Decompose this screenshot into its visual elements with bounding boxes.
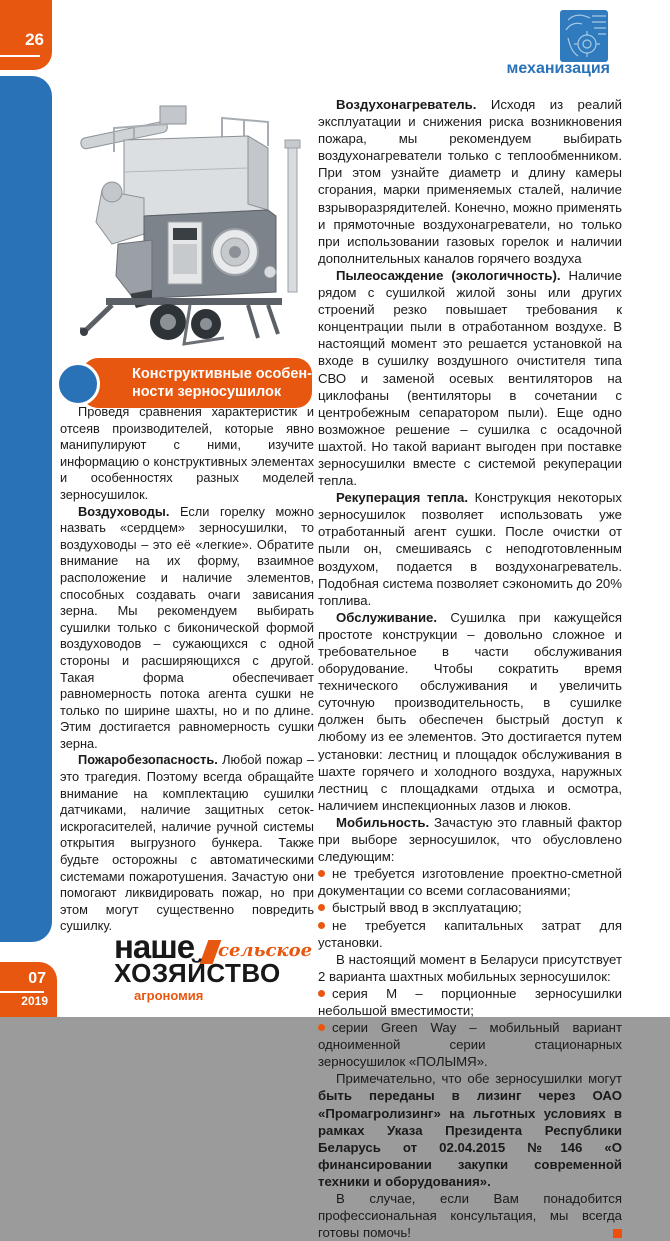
- right-column: [318, 96, 622, 1241]
- paragraph-bold-tail: быть переданы в лизинг через ОАО «Промагролизинг» на льготных условиях в рамках Указа Президента Республики Беларусь от 02.04.2015 №146 «О финансировании закупки современной техники и оборудования».: [318, 1088, 622, 1189]
- list-item: [318, 917, 622, 951]
- paragraph-text: Примечательно, что обе зерносушилки могут: [336, 1071, 622, 1087]
- paragraph-vozduhovody: [60, 504, 314, 753]
- issue-underline: [0, 991, 44, 993]
- paragraph-intro: [60, 404, 314, 504]
- paragraph-lead: Рекуперация тепла.: [336, 490, 469, 506]
- article-heading-badge: [56, 358, 312, 408]
- logo-word-hozyaystvo: ХОЗЯЙСТВО: [114, 958, 281, 988]
- paragraph-lead: Пылеосаждение (экологичность).: [336, 267, 561, 283]
- article-heading-line2: ности зерносушилок: [132, 383, 282, 400]
- issue-month: 07: [28, 970, 46, 987]
- bullet-icon: [318, 1024, 325, 1031]
- article-heading: [132, 366, 312, 401]
- paragraph-text: Конструкция некоторых зерносушилок позволяет использовать уже отработанный агент сушки. После очистки от пыли он, смешиваясь с неподготовленным воздухом, подается в воздухонагреватель. Подобная система позволяет сэкономить до 20% топлива.: [318, 490, 622, 608]
- paragraph-lead: Пожаробезопасность.: [78, 752, 218, 768]
- grain-dryer-photo: [72, 94, 315, 352]
- paragraph-text: В настоящий момент в Беларуси присутствует 2 варианта шахтных мобильных зерносушилок:: [318, 951, 622, 984]
- paragraph-text: Проведя сравнения характеристик и отсеяв производителей, которые явно манипулируют с ними, изучите информацию о конструктивных элементах и особенностях разных моделей зерносушилок.: [60, 404, 314, 502]
- list-item: [318, 985, 622, 1019]
- section-label: механизация: [506, 60, 610, 77]
- paragraph-lead: Воздухонагреватель.: [336, 97, 477, 112]
- page-number: 26: [25, 30, 44, 49]
- paragraph-text: Сушилка при кажущейся простоте конструкции – довольно сложное и требовательное в части обслуживания оборудование. Чтобы сократить время технического обслуживания и увеличить суточную производительность, в сушилке должен быть обеспечен быстрый доступ к любому из ее элементов. Это достигается путем установки: лестниц и площадок обслуживания в шахте горячего и холодного воздуха, наружных лестниц с площадками отдыха и осмотра, наличием инспекционных лазов и люков.: [318, 609, 622, 813]
- list-item-text: не требуется капитальных затрат для установки.: [318, 917, 622, 950]
- left-rail-bar: [0, 76, 52, 942]
- paragraph-lead: Обслуживание.: [336, 609, 438, 625]
- logo-word-agronomiya: агрономия: [134, 988, 204, 1003]
- paragraph-rekuperatsiya: [318, 489, 622, 609]
- bullet-icon: [318, 904, 325, 911]
- paragraph-obsluzhivanie: [318, 609, 622, 814]
- article-end-marker-icon: [613, 1229, 622, 1238]
- paragraph-text: Любой пожар – это трагедия. Поэтому всегда обращайте внимание на комплектацию сушилки датчиками, наличие защитных сеток-искрогасителей, наличие ручной системы открытия выгрузного бункера. Также будьте осторожны с автоматическими системами пожаротушения. Зачастую они помогают ликвидировать пожар, но при этом могут существенно повредить сушилку.: [60, 752, 314, 934]
- left-column: [60, 404, 314, 935]
- magazine-logo: [112, 928, 327, 1014]
- bullet-icon: [318, 870, 325, 877]
- badge-pill: [82, 358, 312, 408]
- paragraph-text: Исходя из реалий эксплуатации и снижения риска возникновения пожара, мы рекомендуем выбирать воздухонагреватели только с теплообменником. При этом узнайте диаметр и длину камеры сгорания, марки применяемых сталей, наличие взрыворазрядителей. Конечно, можно применять и прямоточные воздухонагреватели, но только при использовании газовых горелок и наличии дополнительных каналов горячего воздуха: [318, 97, 622, 266]
- issue-year: 2019: [21, 994, 48, 1008]
- paragraph-pozharobezopasnost: [60, 752, 314, 935]
- mechanization-icon: [560, 10, 608, 67]
- paragraph-text: Если горелку можно назвать «сердцем» зерносушилки, то воздуховоды – это её «легкие». Обратите внимание на их форму, взаимное расположение и наличие элементов, способных создавать очаги зависания зерна. Мы рекомендуем выбирать сушилки только с биконической формой воздуховодов – сужающихся с одной стороны и расширяющихся с другой. Такая форма обеспечивает равномерность потока агента сушки не только по ширине шахты, но и по длине. Этим достигается равномерность сушки зерна.: [60, 503, 314, 751]
- list-item: [318, 1019, 622, 1070]
- paragraph-variants-intro: [318, 951, 622, 985]
- page-number-underline: [0, 55, 40, 57]
- article-heading-line1: Конструктивные особен-: [132, 366, 312, 382]
- list-item-text: быстрый ввод в эксплуатацию;: [332, 900, 522, 916]
- paragraph-text: Наличие рядом с сушилкой жилой зоны или других строений резко повышает требования к концентрации пыли в отработанном воздухе. В настоящий момент это решается установкой на входе в сушилку воздушного очистителя типа СВО и заменой осевых вентиляторов на циклофаны (вентиляторы в сочетании с центробежным сепаратором пыли). Еще одно возможное решение – сушилка с осадочной шахтой. Но такой вариант выгоден при поставке зерносушилки вместе с системой рекуперации тепла.: [318, 267, 622, 489]
- logo-word-nashe: наше: [114, 928, 195, 965]
- paragraph-text: В случае, если Вам понадобится профессиональная консультация, мы всегда готовы помочь!: [318, 1191, 622, 1241]
- list-item-text: не требуется изготовление проектно-сметной документации со всеми согласованиями;: [318, 866, 622, 899]
- paragraph-note: [318, 1070, 622, 1190]
- paragraph-vozduhonagrevatel: [318, 96, 622, 267]
- paragraph-text: Зачастую это главный фактор при выборе зерносушилок, что обусловлено следующим:: [318, 814, 622, 865]
- paragraph-lead: Воздуховоды.: [78, 503, 170, 519]
- bullet-icon: [318, 922, 325, 929]
- page-number-tab: [0, 0, 52, 70]
- paragraph-lead: Мобильность.: [336, 814, 430, 830]
- list-item-text: серия М – порционные зерносушилки небольшой вместимости;: [318, 985, 622, 1018]
- issue-tab: [0, 962, 57, 1017]
- paragraph-closing: [318, 1190, 622, 1241]
- logo-word-selskoe: сельское: [218, 940, 313, 961]
- list-item: [318, 865, 622, 899]
- list-item-text: серии Green Way – мобильный вариант одноименной серии стационарных зерносушилок «ПОЛЫМЯ».: [318, 1020, 622, 1070]
- paragraph-mobilnost: [318, 814, 622, 865]
- list-item: [318, 899, 622, 916]
- paragraph-pyleosazhdenie: [318, 267, 622, 489]
- badge-bullet-circle: [56, 362, 100, 406]
